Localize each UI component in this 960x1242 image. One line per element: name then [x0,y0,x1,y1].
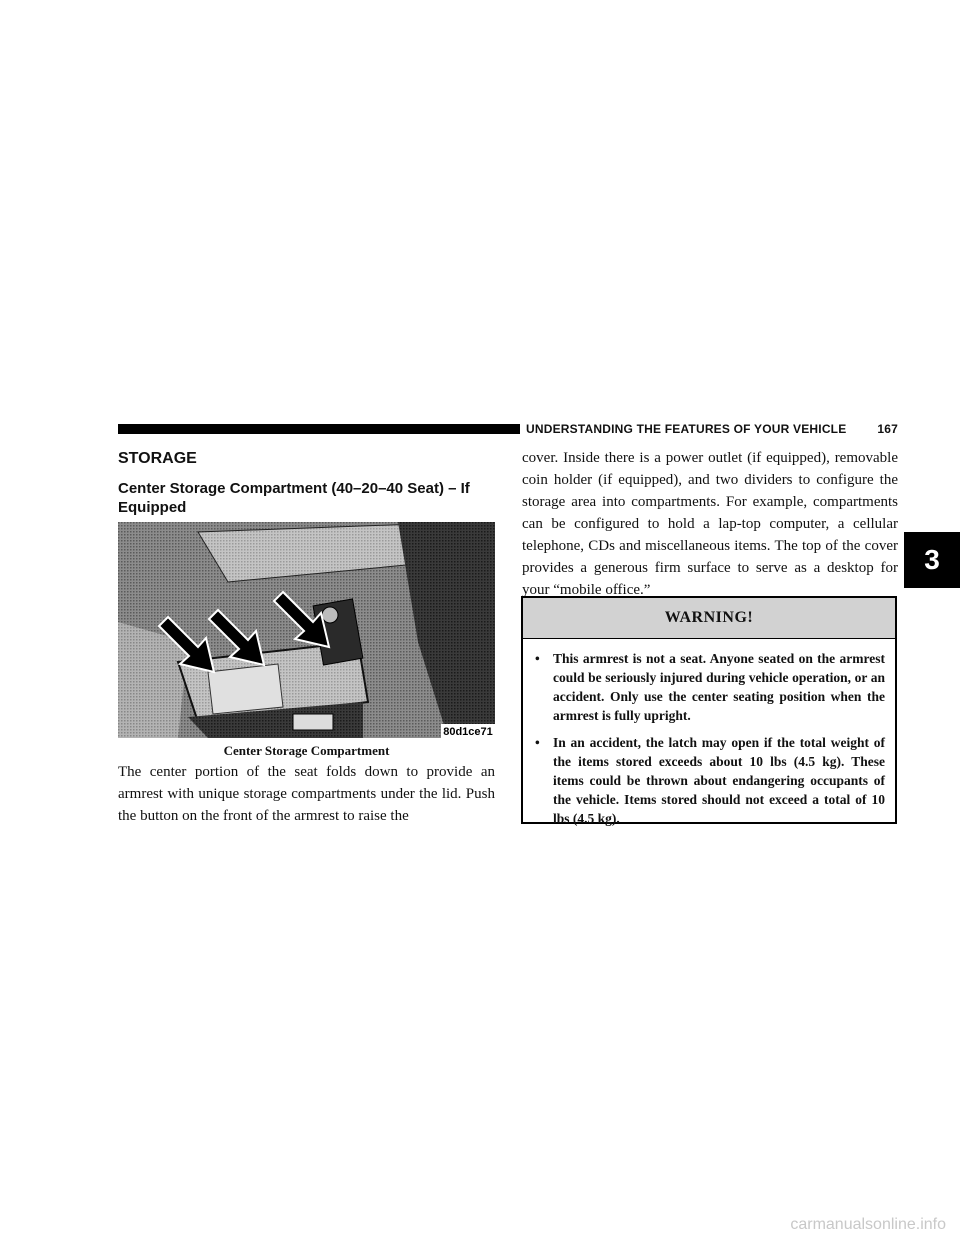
subsection-title: Center Storage Compartment (40–20–40 Seat) – If Equipped [118,480,470,516]
center-storage-photo [118,522,495,738]
warning-item [529,649,885,725]
running-title: UNDERSTANDING THE FEATURES OF YOUR VEHICLE [526,422,847,436]
bullet-icon: • [535,651,540,666]
figure-caption: Center Storage Compartment [223,743,390,758]
chapter-tab: 3 [904,532,960,588]
page-number: 167 [877,422,898,436]
warning-list [523,639,895,828]
body-text-left [118,761,495,827]
figure-code: 80d1ce71 [443,726,493,738]
warning-box [521,596,897,824]
section-title: STORAGE [118,450,197,467]
warning-title: WARNING! [523,598,895,639]
watermark: carmanualsonline.info [790,1216,946,1233]
warning-item-text: This armrest is not a seat. Anyone seated on the armrest could be seriously injured during vehicle operation, or an accident. Only use the center seating position when the armrest is fully upright. [553,651,885,723]
body-paragraph: cover. Inside there is a power outlet (if equipped), removable coin holder (if equipped), and two dividers to configure the storage area into compartments. For example, compartments can be configured to hold a lap-top computer, a cellular telephone, CDs and miscellaneous items. The top of the cover provides a generous firm surface to serve as a desktop for your “mobile office.” [522,450,898,598]
bullet-icon: • [535,735,540,750]
warning-item-text: In an accident, the latch may open if the total weight of the items stored exceeds about 10 lbs (4.5 kg). These items could be thrown about endangering occupants of the vehicle. Items stored should not exceed a total of 10 lbs (4.5 kg). [553,735,885,826]
body-text-right [522,447,898,601]
header-rule [118,424,520,434]
body-paragraph: The center portion of the seat folds down to provide an armrest with unique storage compartments under the lid. Push the button on the front of the armrest to raise the [118,764,495,824]
warning-item [529,733,885,828]
running-header [526,421,898,437]
